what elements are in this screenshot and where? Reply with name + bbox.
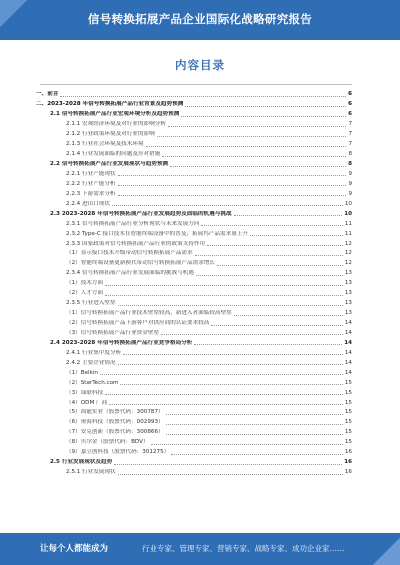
toc-entry[interactable] [36,356,352,366]
toc-entry[interactable] [36,197,352,207]
footer-slogan: 让每个人都能成为 [40,544,109,554]
toc-entry-label: 2.3.5 行业进入壁垒 [66,300,116,307]
toc-dot-leader [166,413,343,415]
toc-entry[interactable] [36,168,352,178]
toc-entry-label: （2）智能终端设备更新换代带动信号转换拓展产品需求增长 [66,260,215,267]
report-header-banner [0,0,400,40]
toc-entry-label: 2.3 2023-2028 年信号转换拓展产品行业发展趋势及面临的机遇与挑战 [50,210,232,217]
toc-entry-page-number: 13 [344,290,352,297]
toc-dot-leader [211,324,342,326]
toc-entry[interactable] [36,148,352,158]
toc-entry-page-number: 13 [344,280,352,287]
toc-entry-page-number: 7 [348,121,352,128]
toc-entry-page-number: 14 [344,349,352,356]
toc-entry-page-number: 14 [344,369,352,376]
toc-entry-page-number: 13 [344,310,352,317]
toc-entry-label: （9）嘉立创科技（股票代码：301275） [66,449,170,456]
toc-dot-leader [234,214,343,216]
toc-entry-page-number: 14 [344,359,352,366]
toc-dot-leader [118,363,343,365]
toc-dot-leader [105,284,343,286]
toc-entry-label: 2.3.2 Type-C 接口技术在智能终端设备中的普及，拓展坞产品需求量上升 [66,230,248,237]
toc-entry-label: （6）奥海科技（股票代码：002993） [66,419,164,426]
toc-dot-leader [195,254,343,256]
toc-entry-label: 2.3.4 信号转换拓展产品行业发展面临的挑战与机遇 [66,270,194,277]
toc-entry-page-number: 9 [348,190,352,197]
toc-entry-label: 2.2 信号转换拓展产品行业发展现状与趋势预测 [50,161,169,167]
toc-entry-page-number: 9 [348,180,352,187]
toc-entry[interactable] [36,128,352,138]
toc-entry[interactable] [36,247,352,257]
toc-entry-page-number: 16 [344,469,352,476]
toc-entry-page-number: 15 [344,429,352,436]
toc-entry-page-number: 6 [348,91,352,98]
toc-entry-label: 二、2023-2028 年信号转换拓展产品行业背景及趋势预测 [36,101,184,108]
toc-entry[interactable] [36,297,352,307]
toc-dot-leader [166,433,343,435]
toc-dot-leader [157,135,347,137]
toc-entry-page-number: 11 [344,220,352,227]
toc-entry-label: 2.1.2 行业政策环境及对行业的影响 [66,131,155,138]
toc-entry-label: （1）技术方面 [66,280,104,287]
toc-entry[interactable] [36,426,352,436]
toc-entry-page-number: 9 [348,170,352,177]
toc-entry-page-number: 10 [344,210,352,217]
toc-dot-leader [151,443,343,445]
toc-entry[interactable] [36,158,352,168]
toc-entry[interactable] [36,237,352,247]
toc-entry[interactable] [36,376,352,386]
toc-entry[interactable] [36,386,352,396]
toc-entry-label: 2.4 2023-2028 年信号转换拓展产品行业竞争格局分析 [50,339,193,346]
toc-entry-page-number: 10 [344,200,352,207]
toc-entry-page-number: 12 [344,260,352,267]
toc-dot-leader [234,314,343,316]
toc-divider [40,84,352,85]
toc-entry-page-number: 16 [344,459,352,466]
toc-entry-page-number: 15 [344,389,352,396]
toc-entry-label: 2.4.1 行业集中度分析 [66,349,122,356]
toc-entry-label: （2）信号转换拓展产品下游客户对供应商的认证要求较高 [66,320,210,326]
toc-entry-label: 2.1 信号转换拓展产品行业宏观环境分析及趋势预测 [50,111,180,118]
toc-entry[interactable] [36,257,352,267]
toc-entry-page-number: 15 [344,409,352,416]
toc-entry[interactable] [36,317,352,327]
toc-entry-page-number: 15 [344,399,352,406]
toc-entry-label: 2.1.3 行业社会环境及技术环境 [66,141,144,148]
toc-entry[interactable] [36,406,352,416]
toc-entry-page-number: 15 [344,379,352,386]
toc-entry-label: 2.2.3 下游需求分析 [66,190,116,197]
toc-entry-page-number: 14 [344,320,352,326]
toc-entry[interactable] [36,287,352,297]
toc-entry[interactable] [36,446,352,456]
toc-entry-page-number: 8 [348,151,352,158]
toc-dot-leader [105,294,343,296]
toc-entry-label: 2.2.2 行业产能分析 [66,180,116,187]
toc-dot-leader [112,204,343,206]
toc-dot-leader [161,333,343,335]
toc-dot-leader [146,145,347,147]
toc-entry-label: 2.3.3 国家政策对信号转换拓展产品行业的政策支持作用 [66,240,206,247]
toc-entry[interactable] [36,177,352,187]
toc-entry[interactable] [36,108,352,118]
toc-dot-leader [123,353,343,355]
toc-dot-leader [114,463,342,465]
toc-entry-label: （3）信号转换拓展产品行业资金壁垒 [66,329,160,336]
toc-dot-leader [162,155,346,157]
toc-dot-leader [171,453,343,455]
toc-dot-leader [60,95,346,97]
toc-dot-leader [170,165,346,167]
toc-entry-label: 2.2.4 进出口现状 [66,200,110,207]
toc-entry[interactable] [36,416,352,426]
toc-dot-leader [207,244,343,246]
toc-dot-leader [118,184,347,186]
toc-entry-page-number: 7 [348,141,352,148]
toc-entry[interactable] [36,118,352,128]
footer-banner [0,533,400,565]
toc-dot-leader [201,224,342,226]
toc-entry-page-number: 11 [344,230,352,237]
toc-entry-label: （1）显示接口技术升级带动信号转换拓展产品需求 [66,250,193,257]
toc-entry-label: 一、前言 [36,91,59,98]
toc-entry[interactable] [36,207,352,217]
toc-entry-label: 2.1.4 行业发展面临的问题及应对措施 [66,151,161,158]
toc-dot-leader [196,274,343,276]
toc-dot-leader [185,105,346,107]
toc-entry-page-number: 13 [344,270,352,277]
toc-entry-label: （7）安克创新（股票代码：300866） [66,429,164,436]
toc-entry-page-number: 14 [344,339,352,346]
toc-entry-label: 2.5.1 行业发展现状 [66,469,116,476]
toc-entry-label: 2.5 行业发展现状及趋势 [50,459,113,466]
toc-entry[interactable] [36,396,352,406]
toc-entry-page-number: 14 [344,329,352,336]
toc-dot-leader [217,264,343,266]
toc-entry[interactable] [36,327,352,337]
toc-dot-leader [250,234,343,236]
toc-entry-page-number: 16 [344,449,352,456]
toc-entry[interactable] [36,217,352,227]
toc-dot-leader [181,115,346,117]
toc-entry-label: （8）贝尔金（股票代码：BDV） [66,439,149,446]
footer-tagline: 行业专家、管理专家、营销专家、战略专家、成功企业家…… [142,544,345,553]
table-of-contents [36,88,352,476]
toc-entry[interactable] [36,346,352,356]
toc-dot-leader [118,473,343,475]
toc-entry[interactable] [36,138,352,148]
toc-dot-leader [118,194,347,196]
toc-entry-page-number: 13 [344,300,352,307]
toc-entry-label: （4）ODM 厂商 [66,399,108,406]
toc-entry[interactable] [36,307,352,317]
toc-entry[interactable] [36,366,352,376]
toc-entry-page-number: 7 [348,131,352,138]
toc-entry[interactable] [36,277,352,287]
footer-accent-shape [360,533,400,565]
toc-dot-leader [109,403,343,405]
toc-entry-label: （2）人才方面 [66,290,104,297]
toc-entry-page-number: 6 [348,101,352,108]
toc-dot-leader [166,423,343,425]
toc-dot-leader [118,174,347,176]
toc-entry[interactable] [36,267,352,277]
toc-entry-page-number: 8 [348,161,352,167]
toc-dot-leader [120,383,342,385]
toc-dot-leader [194,343,342,345]
toc-entry-label: （1）信号转换拓展产品行业技术壁垒较高，新进入者面临较高壁垒 [66,310,232,317]
toc-entry-page-number: 12 [344,240,352,247]
toc-entry[interactable] [36,187,352,197]
toc-entry-page-number: 15 [344,419,352,426]
toc-heading: 内容目录 [175,58,225,72]
toc-dot-leader [168,125,347,127]
toc-entry-label: （3）绿联科技 [66,389,104,396]
toc-entry-label: 2.3.1 信号转换拓展产品行业分析现状与未来发展方向 [66,220,200,227]
toc-entry-label: （2）StarTech.com [66,379,119,386]
toc-entry[interactable] [36,98,352,108]
toc-dot-leader [118,304,343,306]
toc-entry[interactable] [36,227,352,237]
toc-entry-label: 2.1.1 宏观经济环境及对行业的影响分析 [66,121,166,128]
toc-entry-page-number: 12 [344,250,352,257]
report-title: 信号转换拓展产品企业国际化战略研究报告 [87,12,313,26]
toc-entry-label: （1）Belkin [66,369,98,376]
toc-dot-leader [100,373,343,375]
toc-entry[interactable] [36,436,352,446]
toc-entry[interactable] [36,88,352,98]
toc-entry[interactable] [36,466,352,476]
toc-entry-page-number: 15 [344,439,352,446]
toc-entry[interactable] [36,336,352,346]
toc-entry-label: 2.4.2 主要企业情况 [66,359,116,366]
toc-entry-label: （5）海能实业（股票代码：300787） [66,409,164,416]
toc-entry-label: 2.2.1 行业产能现状 [66,170,116,177]
toc-entry[interactable] [36,456,352,466]
toc-dot-leader [105,393,343,395]
toc-entry-page-number: 6 [348,111,352,118]
